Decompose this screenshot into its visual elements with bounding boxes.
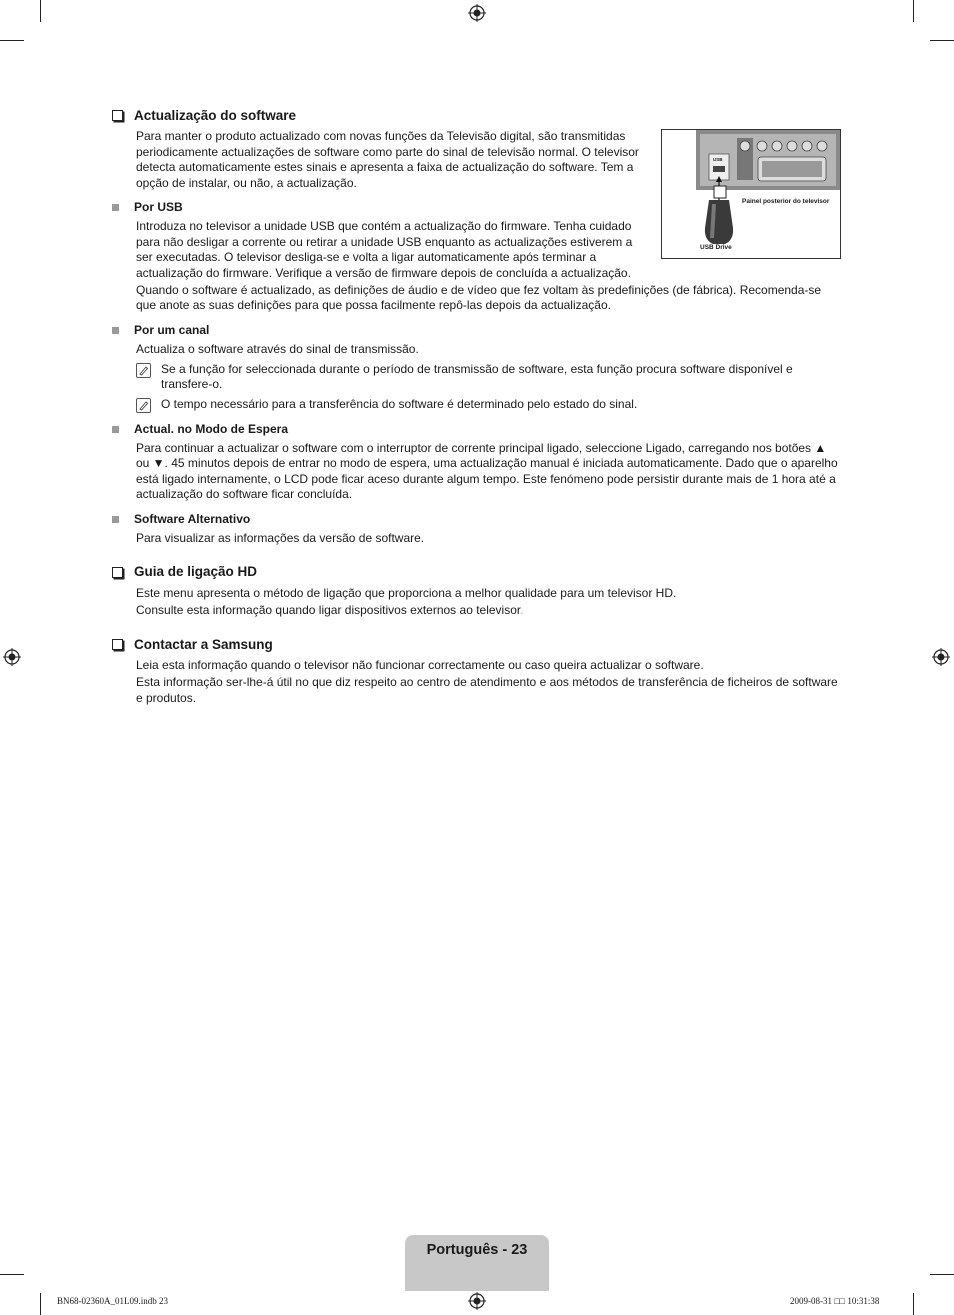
contact-text: Leia esta informação quando o televisor não funcionar correctamente ou caso queira actualizar o software. (136, 657, 704, 672)
section-title-hd-guide: Guia de ligação HD (112, 564, 842, 579)
crop-mark (40, 0, 41, 22)
square-bullet-icon (112, 204, 119, 211)
subsection-title-usb: Por USB (112, 200, 842, 215)
usb-drive-label: USB Drive (700, 244, 732, 251)
checkbox-bullet-icon (112, 567, 123, 578)
square-bullet-icon (112, 426, 119, 433)
registration-mark-icon (468, 4, 486, 22)
note-2: O tempo necessário para a transferência do software é determinado pelo estado do sinal. (136, 397, 842, 413)
checkbox-bullet-icon (112, 110, 123, 121)
print-file-info: BN68-02360A_01L09.indb 23 (57, 1296, 168, 1306)
section-title-contact: Contactar a Samsung (112, 637, 842, 652)
square-bullet-icon (112, 327, 119, 334)
standby-text: Para continuar a actualizar o software com o interruptor de corrente principal ligado, seleccione Ligado, carregando nos botões ▲ ou ▼. 45 minutos depois de entrar no modo de espera, uma actualização manual é iniciada automaticamente. Dado que o aparelho está ligado internamente, o LCD pode ficar aceso durante algum tempo. Este fenómeno pode persistir durante mais de 1 hora até a actualização do software ficar concluída. (136, 440, 838, 502)
registration-mark-icon (932, 648, 950, 666)
crop-mark (0, 1274, 24, 1275)
page-number: Português - 23 (426, 1242, 528, 1258)
crop-mark (913, 1293, 914, 1315)
checkbox-bullet-icon (112, 639, 123, 650)
crop-mark (40, 1293, 41, 1315)
hd-guide-text: Este menu apresenta o método de ligação que proporciona a melhor qualidade para um televisor HD. (136, 585, 677, 600)
page-content (112, 108, 842, 708)
subsection-title-canal: Por um canal (112, 323, 842, 338)
crop-mark (930, 40, 954, 41)
page-number-tab (405, 1235, 549, 1291)
usb-port-label: USB (713, 157, 723, 162)
subsection-title-alternative: Software Alternativo (112, 512, 842, 527)
software-update-intro: Para manter o produto actualizado com novas funções da Televisão digital, são transmitidas periodicamente actualizações de software como parte do sinal de televisão normal. O televisor detecta automaticamente estes sinais e apresenta a faixa de actualização do software. Tem a opção de instalar, ou não, a actualização. (136, 129, 639, 190)
note-icon (136, 398, 151, 413)
registration-mark-icon (468, 1292, 486, 1310)
canal-text: Actualiza o software através do sinal de transmissão. (136, 342, 419, 357)
note-icon (136, 363, 151, 378)
hd-guide-text-2: Consulte esta informação quando ligar dispositivos externos ao televisor. (136, 603, 524, 618)
section-title-software-update: Actualização do software (112, 108, 842, 123)
registration-mark-icon (3, 648, 21, 666)
crop-mark (0, 40, 24, 41)
usb-text: Introduza no televisor a unidade USB que contém a actualização do firmware. Tenha cuidado para não desligar a corrente ou retirar a unidade USB enquanto as actualizações estiverem a ser executadas. O televisor desliga-se e volta a ligar automaticamente após terminar a actualização do firmware. Verifique a versão de firmware depois de concluída a actualização. (136, 219, 633, 280)
contact-text-2: Esta informação ser-lhe-á útil no que diz respeito ao centro de atendimento e aos métodos de transferência de ficheiros de software e produtos. (136, 675, 838, 705)
crop-mark (913, 0, 914, 22)
print-date-info: 2009-08-31 □□ 10:31:38 (790, 1296, 880, 1306)
note-1: Se a função for seleccionada durante o período de transmissão de software, esta função procura software disponível e transfere-o. (136, 362, 842, 393)
panel-label: Painel posterior do televisor (742, 198, 830, 205)
square-bullet-icon (112, 516, 119, 523)
subsection-title-standby: Actual. no Modo de Espera (112, 422, 842, 437)
crop-mark (930, 1274, 954, 1275)
usb-text-2: Quando o software é actualizado, as definições de áudio e de vídeo que fez voltam às predefinições (de fábrica). Recomenda-se que anote as suas definições para que possa facilmente repô-las depois da actualização. (136, 283, 822, 313)
alternative-text: Para visualizar as informações da versão de software. (136, 530, 425, 545)
